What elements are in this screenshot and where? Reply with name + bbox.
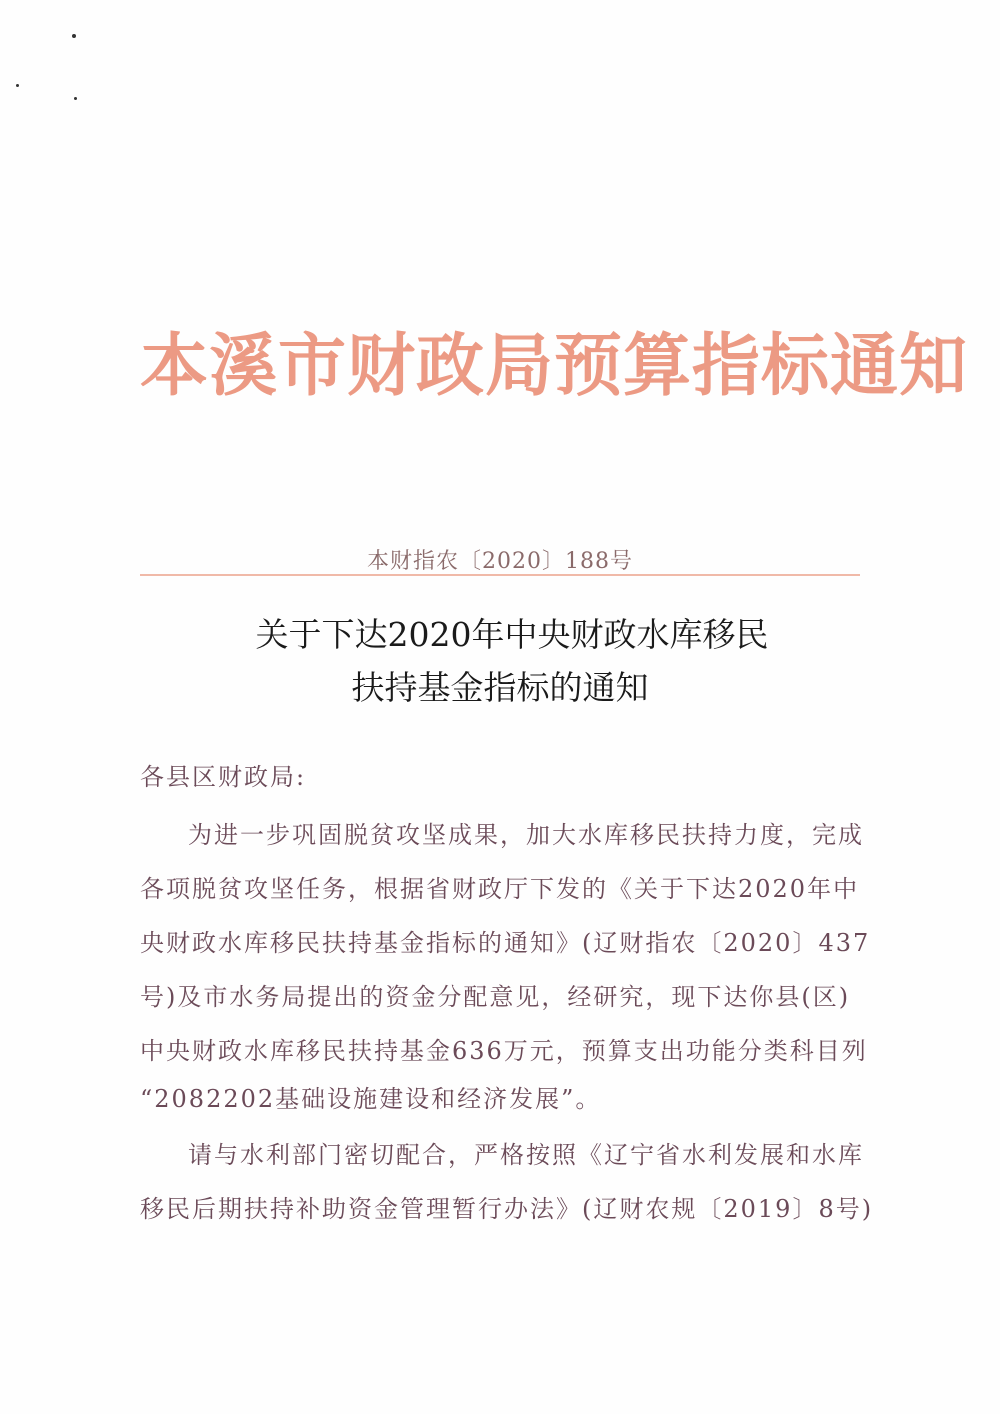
body-line: “2082202基础设施建设和经济发展”。: [140, 1085, 602, 1113]
body-line: 央财政水库移民扶持基金指标的通知》(辽财指农〔2020〕437: [140, 929, 871, 957]
body-line: 为进一步巩固脱贫攻坚成果，加大水库移民扶持力度，完成: [188, 821, 864, 849]
scan-speck: [72, 34, 76, 38]
body-line: 请与水利部门密切配合，严格按照《辽宁省水利发展和水库: [188, 1141, 864, 1169]
document-number: 本财指农〔2020〕188号: [367, 549, 633, 574]
red-separator-line: [140, 574, 860, 576]
document-title-line-2: 扶持基金指标的通知: [351, 668, 649, 707]
body-line: 中央财政水库移民扶持基金636万元，预算支出功能分类科目列: [140, 1037, 868, 1065]
body-line: 号)及市水务局提出的资金分配意见，经研究，现下达你县(区): [140, 983, 851, 1011]
scan-speck: [16, 84, 19, 87]
scan-speck: [74, 97, 77, 100]
body-line: 各项脱贫攻坚任务，根据省财政厅下发的《关于下达2020年中: [140, 875, 860, 903]
salutation: 各县区财政局:: [140, 763, 307, 791]
masthead-title: 本溪市财政局预算指标通知: [140, 327, 969, 406]
body-line: 移民后期扶持补助资金管理暂行办法》(辽财农规〔2019〕8号): [140, 1195, 874, 1223]
document-title-line-1: 关于下达2020年中央财政水库移民: [255, 615, 769, 654]
